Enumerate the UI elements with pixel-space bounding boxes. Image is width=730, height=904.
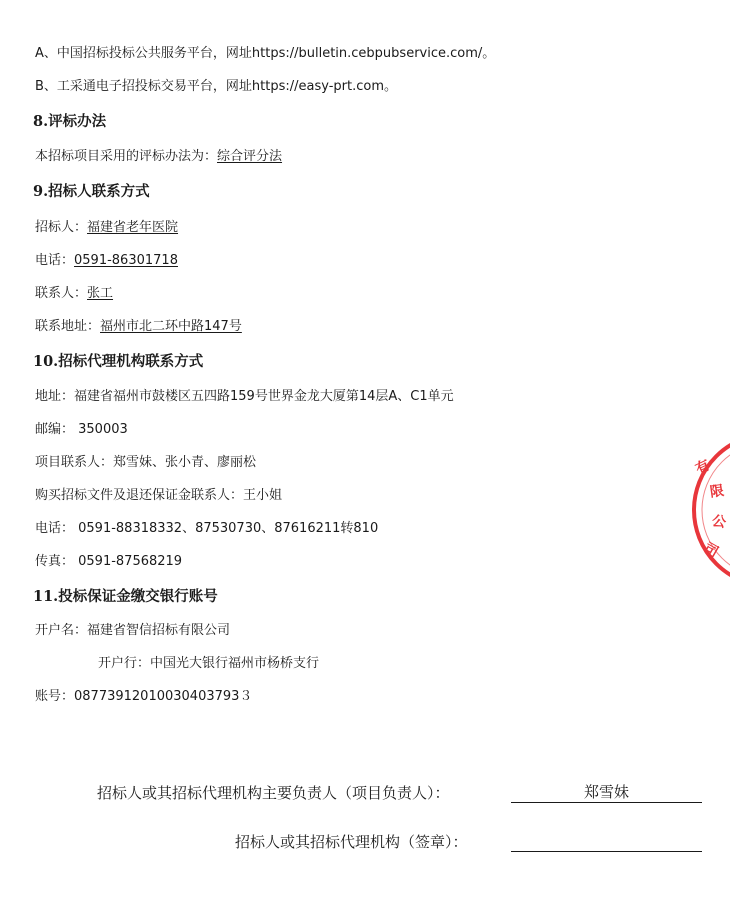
tenderer-contact-label: 联系人： xyxy=(35,286,88,301)
agency-contacts-line: 项目联系人：郑雪妹、张小青、廖丽松 xyxy=(35,455,257,470)
platform-b-line: B、工采通电子招投标交易平台，网址https://easy-prt.com。 xyxy=(35,79,398,94)
tenderer-value: 福建省老年医院 xyxy=(87,220,179,235)
svg-text:公: 公 xyxy=(710,513,728,532)
svg-text:有: 有 xyxy=(693,457,713,478)
account-number-line: 账号：08773912010030403793３ xyxy=(35,689,253,704)
agency-postcode-line: 邮编： 350003 xyxy=(35,422,128,437)
evaluation-method-value: 综合评分法 xyxy=(217,149,283,164)
tenderer-contact-value: 张工 xyxy=(87,286,114,301)
seal-lettering xyxy=(693,456,728,560)
principal-signature-line xyxy=(511,782,702,803)
svg-text:司: 司 xyxy=(700,540,721,561)
section10-heading: 10.招标代理机构联系方式 xyxy=(33,353,204,370)
company-seal-stamp xyxy=(690,430,730,590)
agency-phone-line: 电话： 0591-88318332、87530730、87616211转810 xyxy=(35,521,379,536)
evaluation-method-line xyxy=(35,148,282,166)
tenderer-address-line xyxy=(35,318,242,336)
principal-label: 招标人或其招标代理机构主要负责人（项目负责人）： xyxy=(97,784,450,802)
account-name-line: 开户名：福建省智信招标有限公司 xyxy=(35,623,231,638)
tenderer-phone-label: 电话： xyxy=(35,253,75,268)
stamp-label: 招标人或其招标代理机构（签章）： xyxy=(235,833,468,851)
agency-purchase-contact-line: 购买招标文件及退还保证金联系人：王小姐 xyxy=(35,488,283,503)
stamp-signature-line xyxy=(511,831,702,852)
tenderer-address-value: 福州市北二环中路147号 xyxy=(100,319,242,334)
svg-text:限: 限 xyxy=(708,482,726,501)
section8-heading: 8.评标办法 xyxy=(33,113,107,130)
section11-heading: 11.投标保证金缴交银行账号 xyxy=(33,588,218,605)
tenderer-phone-value: 0591-86301718 xyxy=(74,253,178,268)
section9-heading: 9.招标人联系方式 xyxy=(33,183,150,200)
platform-a-line: A、中国招标投标公共服务平台，网址https://bulletin.cebpubservice.com/。 xyxy=(35,46,496,61)
tenderer-contact-line xyxy=(35,285,113,303)
tenderer-phone-line xyxy=(35,252,178,270)
agency-fax-line: 传真： 0591-87568219 xyxy=(35,554,183,569)
tenderer-label: 招标人： xyxy=(35,220,88,235)
bank-line: 开户行：中国光大银行福州市杨桥支行 xyxy=(98,656,320,671)
agency-address-line: 地址：福建省福州市鼓楼区五四路159号世界金龙大厦第14层A、C1单元 xyxy=(35,389,454,404)
evaluation-method-label: 本招标项目采用的评标办法为： xyxy=(35,149,218,164)
seal-ring xyxy=(694,434,730,586)
principal-name: 郑雪妹 xyxy=(583,783,629,801)
tenderer-line xyxy=(35,219,178,237)
tenderer-address-label: 联系地址： xyxy=(35,319,101,334)
